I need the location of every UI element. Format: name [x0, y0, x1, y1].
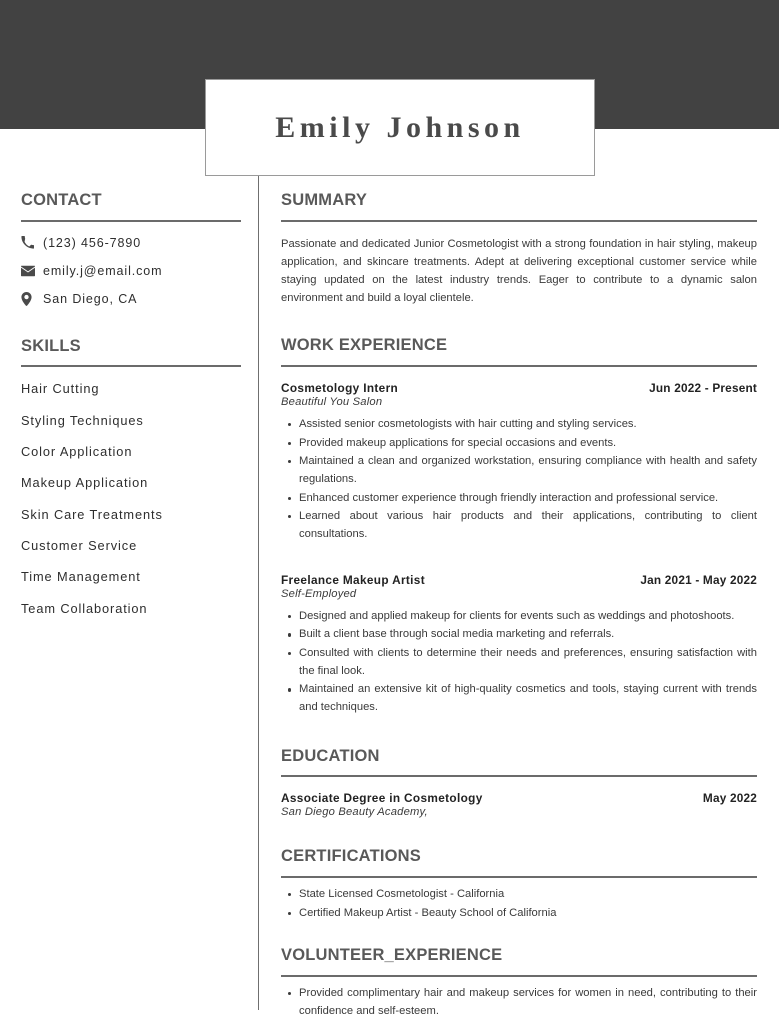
list-item: Provided complimentary hair and makeup services for women in need, contributing to their confidence and self-esteem. — [299, 985, 757, 1020]
education-section — [281, 746, 757, 819]
volunteer-experience-rule — [281, 975, 757, 977]
certifications-heading: CERTIFICATIONS — [281, 847, 421, 866]
contact-value-phone: (123) 456-7890 — [43, 235, 142, 250]
list-item: Built a client base through social media marketing and referrals. — [299, 626, 757, 644]
school-name: San Diego Beauty Academy, — [281, 806, 428, 819]
candidate-name: Emily Johnson — [275, 110, 525, 144]
certifications-rule — [281, 876, 757, 878]
summary-heading: SUMMARY — [281, 191, 368, 209]
education-heading: EDUCATION — [281, 746, 380, 765]
list-item: State Licensed Cosmetologist - California — [299, 886, 757, 904]
work-experience-rule — [281, 365, 757, 367]
education-entry — [281, 791, 757, 818]
list-item: Color Application — [21, 443, 133, 459]
list-item: Enhanced customer experience through friendly interaction and professional service. — [299, 490, 757, 508]
summary-section — [281, 190, 757, 307]
envelope-icon — [21, 264, 43, 278]
contact-heading: CONTACT — [21, 191, 102, 209]
contact-item-email[interactable] — [21, 264, 241, 278]
education-rule — [281, 775, 757, 777]
location-pin-icon — [21, 292, 43, 306]
volunteer-experience-heading: VOLUNTEER_EXPERIENCE — [281, 946, 503, 965]
skills-heading: SKILLS — [21, 336, 81, 355]
summary-text: Passionate and dedicated Junior Cosmetologist with a strong foundation in hair styling, makeup application, and skincare treatments. Adept at delivering exceptional customer service while staying updated on the latest industry trends. Eager to contribute to a dynamic salon environment and build a loyal clientele. — [281, 237, 757, 305]
list-item: Makeup Application — [21, 475, 149, 491]
work-entry-header — [281, 573, 757, 587]
skills-list — [21, 381, 241, 616]
list-item: Maintained a clean and organized workstation, ensuring compliance with health and safety regulations. — [299, 453, 757, 488]
job-title: Cosmetology Intern — [281, 380, 399, 395]
skills-rule — [21, 365, 241, 367]
contact-value-email: emily.j@email.com — [43, 263, 163, 278]
work-entry — [281, 381, 757, 544]
main-content — [281, 190, 757, 1021]
summary-rule — [281, 220, 757, 222]
job-date: Jan 2021 - May 2022 — [640, 572, 757, 587]
contact-section — [21, 190, 241, 306]
list-item: Designed and applied makeup for clients for events such as weddings and photoshoots. — [299, 608, 757, 626]
list-item: Consulted with clients to determine their needs and preferences, ensuring satisfaction with the final look. — [299, 645, 757, 680]
skills-section — [21, 336, 241, 616]
list-item: Assisted senior cosmetologists with hair cutting and styling services. — [299, 416, 757, 434]
sidebar — [21, 190, 241, 646]
list-item: Skin Care Treatments — [21, 506, 163, 522]
contact-rule — [21, 220, 241, 222]
contact-item-location[interactable] — [21, 292, 241, 306]
list-item: Time Management — [21, 569, 141, 585]
list-item: Maintained an extensive kit of high-quality cosmetics and tools, staying current with trends and techniques. — [299, 681, 757, 716]
volunteer-experience-section — [281, 945, 757, 1020]
contact-value-location: San Diego, CA — [43, 291, 138, 306]
work-experience-section — [281, 335, 757, 717]
column-divider — [258, 176, 259, 1010]
work-entry — [281, 573, 757, 717]
education-entry-header — [281, 791, 757, 805]
list-item: Hair Cutting — [21, 381, 100, 397]
job-date: Jun 2022 - Present — [649, 380, 757, 395]
job-title: Freelance Makeup Artist — [281, 572, 425, 587]
job-bullet-list — [281, 416, 757, 544]
list-item: Styling Techniques — [21, 412, 144, 428]
list-item: Customer Service — [21, 537, 138, 553]
degree-date: May 2022 — [702, 791, 757, 806]
job-company: Beautiful You Salon — [281, 395, 383, 408]
list-item: Provided makeup applications for special occasions and events. — [299, 435, 757, 453]
list-item: Team Collaboration — [21, 600, 148, 616]
name-box — [205, 79, 595, 176]
work-experience-heading: WORK EXPERIENCE — [281, 336, 448, 355]
volunteer-experience-list — [281, 985, 757, 1020]
contact-list — [21, 236, 241, 306]
contact-item-phone[interactable] — [21, 236, 241, 250]
certifications-list — [281, 886, 757, 922]
job-company: Self-Employed — [281, 587, 357, 600]
job-bullet-list — [281, 608, 757, 717]
certifications-section — [281, 846, 757, 922]
degree-title: Associate Degree in Cosmetology — [281, 791, 483, 806]
work-entry-header — [281, 381, 757, 395]
phone-icon — [21, 236, 43, 249]
list-item: Learned about various hair products and their applications, contributing to client consultations. — [299, 508, 757, 543]
list-item: Certified Makeup Artist - Beauty School of California — [299, 905, 757, 923]
